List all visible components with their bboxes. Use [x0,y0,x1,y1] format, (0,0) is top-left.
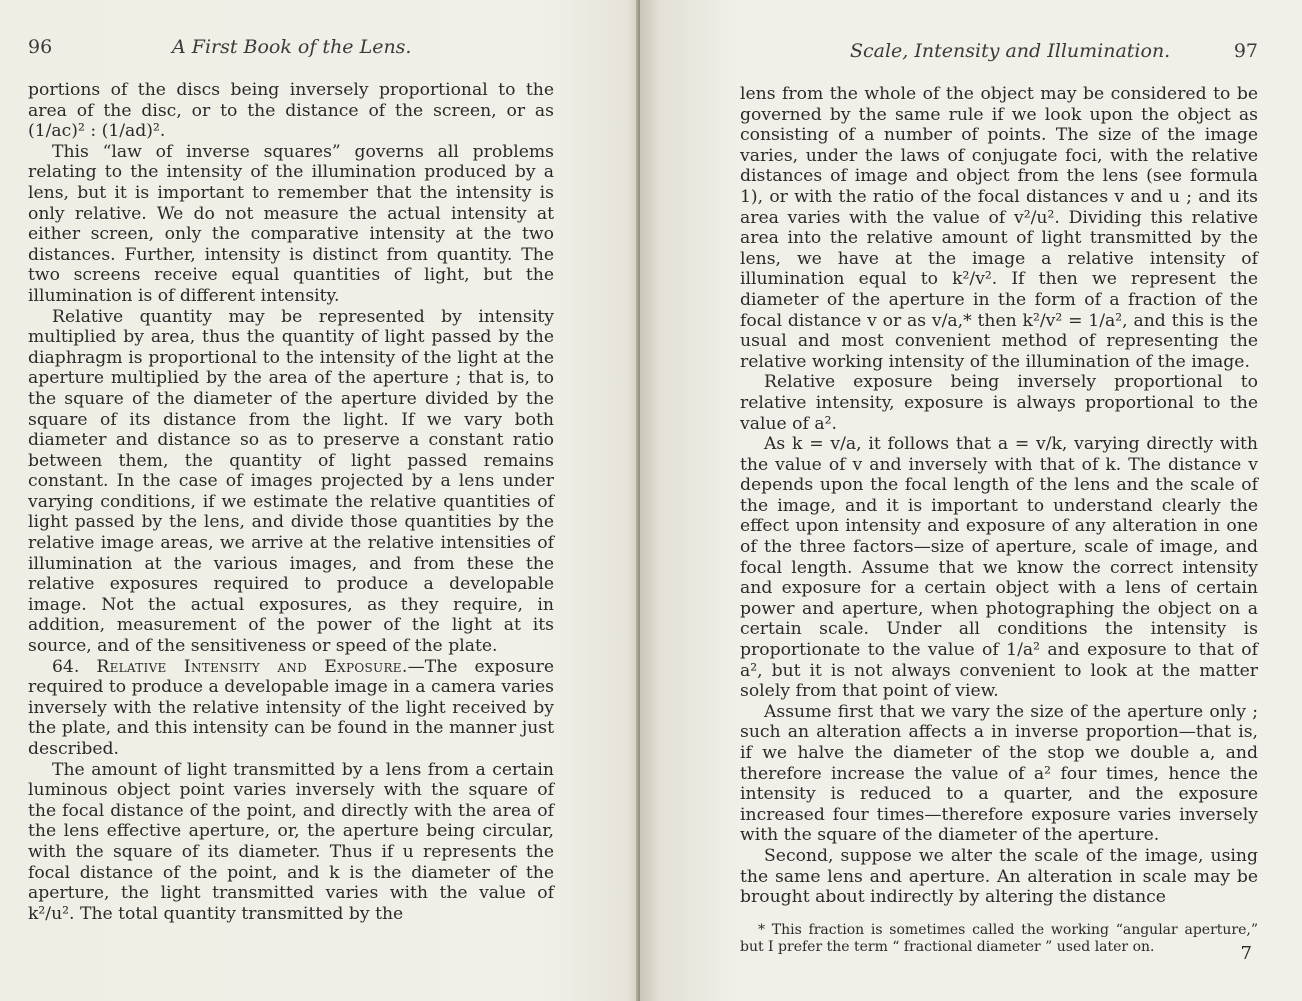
paragraph: portions of the discs being inversely proportional to the area of the disc, or to the distance of the screen, or as (1/ac)² : (1/ad)². [28,80,554,142]
running-head: Scale, Intensity and Illumination. [850,40,1171,62]
running-head: A First Book of the Lens. [172,36,412,58]
section-heading: Relative Intensity and Exposure. [96,656,408,677]
section-paragraph [28,657,554,760]
paragraph: Second, suppose we alter the scale of the image, using the same lens and aperture. An alteration in scale may be brought about indirectly by altering the distance [740,845,1258,908]
left-page [0,0,640,1001]
left-page-header [28,36,554,66]
right-page-header [740,40,1258,70]
paragraph: The amount of light transmitted by a lens from a certain luminous object point varies inversely with the square of the focal distance of the point, and directly with the area of the lens effective aperture, or, the aperture being circular, with the square of its diameter. Thus if u represents the focal distance of the point, and k is the diameter of the aperture, the light transmitted varies with the value of k²/u². The total quantity transmitted by the [28,759,554,924]
paragraph: This “law of inverse squares” governs all problems relating to the intensity of the illumination produced by a lens, but it is important to remember that the intensity is only relative. We do not measure the actual intensity at either screen, only the comparative intensity at the two distances. Further, intensity is distinct from quantity. The two screens receive equal quantities of light, but the illumination is of different intensity. [28,141,554,306]
page-number: 97 [1233,40,1258,62]
section-number: 64. [52,656,80,677]
footnote: * This fraction is sometimes called the working “angular aperture,” but I prefer the term “ fractional diameter ” used later on. [740,921,1258,955]
paragraph: Relative quantity may be represented by intensity multiplied by area, thus the quantity of light passed by the diaphragm is proportional to the intensity of the light at the aperture multiplied by the area of the aperture ; that is, to the square of the diameter of the aperture divided by the square of its distance from the light. If we vary both diameter and distance so as to preserve a constant ratio between them, the quantity of light passed remains constant. In the case of images projected by a lens under varying conditions, if we estimate the relative quantities of light passed by the lens, and divide those quantities by the relative image areas, we arrive at the relative intensities of illumination at the various images, and from these the relative exposures required to produce a developable image. Not the actual exposures, as they require, in addition, measurement of the power of the light at its source, and of the sensitiveness or speed of the plate. [28,306,554,657]
page-number: 96 [28,36,53,58]
paragraph: Relative exposure being inversely proportional to relative intensity, exposure is always proportional to the value of a². [740,372,1258,434]
signature-mark: 7 [1240,943,1252,964]
paragraph: As k = v/a, it follows that a = v/k, varying directly with the value of v and inversely with that of k. The distance v depends upon the focal length of the lens and the scale of the image, and it is important to understand clearly the effect upon intensity and exposure of any alteration in one of the three factors—size of aperture, scale of image, and focal length. Assume that we know the correct intensity and exposure for a certain object with a lens of certain power and aperture, when photographing the object on a certain scale. Under all conditions the intensity is proportionate to the value of 1/a² and exposure to that of a², but it is not always convenient to look at the matter solely from that point of view. [740,434,1258,702]
right-page [640,0,1302,1001]
paragraph: lens from the whole of the object may be considered to be governed by the same rule if we look upon the object as consisting of a number of points. The size of the image varies, under the laws of conjugate foci, with the relative distances of image and object from the lens (see formula 1), or with the ratio of the focal distances v and u ; and its area varies with the value of v²/u². Dividing this relative area into the relative amount of light transmitted by the lens, we have at the image a relative intensity of illumination equal to k²/v². If then we represent the diameter of the aperture in the form of a fraction of the focal distance v or as v/a,* then k²/v² = 1/a², and this is the usual and most convenient method of representing the relative working intensity of the illumination of the image. [740,84,1258,372]
paragraph: Assume first that we vary the size of the aperture only ; such an alteration affects a in inverse proportion—that is, if we halve the diameter of the stop we double a, and therefore increase the value of a² four times, hence the intensity is reduced to a quarter, and the exposure increased four times—therefore exposure varies inversely with the square of the diameter of the aperture. [740,701,1258,846]
section-text: —The exposure required to produce a developable image in a camera varies inversely with the relative intensity of the light received by the plate, and this intensity can be found in the manner just described. [28,656,554,759]
